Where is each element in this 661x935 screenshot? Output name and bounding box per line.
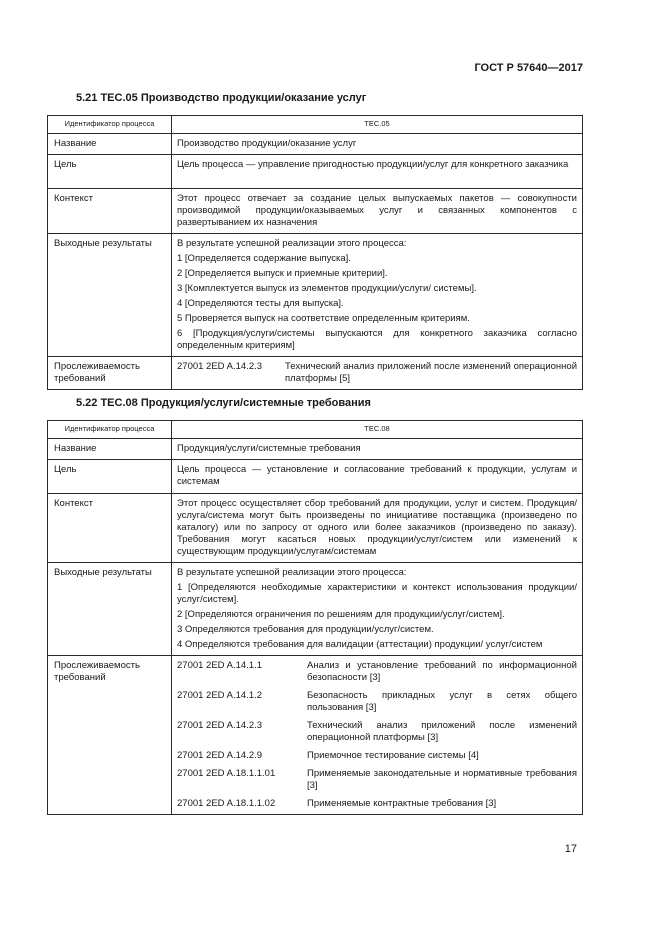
trace-text: Применяемые законодательные и нормативные требования [3]	[307, 768, 577, 791]
table-row	[48, 656, 583, 815]
list-item: 4 Определяются требования для валидации (аттестации) продукции/ услуг/систем	[177, 639, 543, 650]
trace-text: Применяемые контрактные требования [3]	[307, 798, 497, 809]
trace-code: 27001 2ED A.14.2.3	[177, 361, 263, 372]
row-label: Контекст	[48, 189, 172, 234]
row-label: Идентификатор процесса	[48, 116, 172, 134]
list-item: 1 [Определяется содержание выпуска].	[177, 253, 351, 264]
table-row	[48, 155, 583, 189]
trace-code: 27001 2ED A.18.1.1.01	[177, 768, 276, 779]
page-number: 17	[564, 843, 577, 855]
row-label: Цель	[48, 460, 172, 494]
process-context: Этот процесс отвечает за создание целых выпускаемых пакетов — совокупности производимой продукции/оказываемых услуг и связанных компонентов с развертыванием их назначения	[172, 189, 583, 234]
row-label: Цель	[48, 155, 172, 189]
section-title: 5.21 TEC.05 Производство продукции/оказание услуг	[76, 92, 367, 104]
table-row	[48, 460, 583, 494]
table-row	[48, 357, 583, 390]
process-goal: Цель процесса — установление и согласование требований к продукции, услугам и системам	[172, 460, 583, 494]
row-label: Название	[48, 134, 172, 155]
process-id: TEC.05	[172, 116, 583, 134]
trace-item	[177, 720, 577, 744]
trace-item	[177, 750, 577, 762]
row-label: Выходные результаты	[48, 563, 172, 656]
table-row	[48, 116, 583, 134]
row-label: Выходные результаты	[48, 234, 172, 357]
trace-item	[177, 798, 577, 810]
trace-text: Безопасность прикладных услуг в сетях общего пользования [3]	[307, 690, 577, 713]
trace-code: 27001 2ED A.14.1.1	[177, 660, 263, 671]
row-label: Прослеживаемость требований	[48, 357, 172, 390]
process-name: Производство продукции/оказание услуг	[172, 134, 583, 155]
list-item: 2 [Определяется выпуск и приемные критерии].	[177, 268, 388, 279]
outputs-intro: В результате успешной реализации этого процесса:	[177, 238, 407, 249]
process-table-tec08	[47, 420, 583, 815]
list-item: 5 Проверяется выпуск на соответствие определенным критериям.	[177, 313, 470, 324]
list-item: 4 [Определяются тесты для выпуска].	[177, 298, 344, 309]
table-row	[48, 189, 583, 234]
list-item: 1 [Определяются необходимые характеристики и контекст использования продукции/услуг/систем].	[177, 582, 577, 605]
process-table-tec05	[47, 115, 583, 390]
list-item: 2 [Определяются ограничения по решениям для продукции/услуг/систем].	[177, 609, 505, 620]
row-label: Название	[48, 439, 172, 460]
list-item: 6 [Продукция/услуги/системы выпускаются для конкретного заказчика согласно определенным критериям]	[177, 328, 577, 351]
process-id: TEC.08	[172, 421, 583, 439]
trace-code: 27001 2ED A.14.2.9	[177, 750, 263, 761]
trace-text: Технический анализ приложений после изменений операционной платформы [3]	[307, 720, 577, 743]
table-row	[48, 421, 583, 439]
row-label: Прослеживаемость требований	[48, 656, 172, 815]
trace-text: Анализ и установление требований по информационной безопасности [3]	[307, 660, 577, 683]
trace-item	[177, 660, 577, 684]
table-row	[48, 439, 583, 460]
process-traceability	[172, 656, 583, 815]
standard-designation: ГОСТ Р 57640—2017	[474, 62, 583, 74]
trace-item	[177, 690, 577, 714]
trace-code: 27001 2ED A.14.1.2	[177, 690, 263, 701]
trace-code: 27001 2ED A.14.2.3	[177, 720, 263, 731]
row-label: Контекст	[48, 494, 172, 563]
table-row	[48, 234, 583, 357]
process-traceability	[172, 357, 583, 390]
table-row	[48, 563, 583, 656]
trace-code: 27001 2ED A.18.1.1.02	[177, 798, 276, 809]
section-title: 5.22 TEC.08 Продукция/услуги/системные требования	[76, 397, 371, 409]
process-outputs	[172, 563, 583, 656]
table-row	[48, 494, 583, 563]
list-item: 3 Определяются требования для продукции/услуг/систем.	[177, 624, 434, 635]
trace-item	[177, 768, 577, 792]
process-outputs	[172, 234, 583, 357]
list-item: 3 [Комплектуется выпуск из элементов продукции/услуги/ системы].	[177, 283, 477, 294]
trace-text: Приемочное тестирование системы [4]	[307, 750, 479, 761]
trace-item	[177, 361, 577, 385]
trace-text: Технический анализ приложений после изменений операционной платформы [5]	[285, 361, 577, 384]
outputs-intro: В результате успешной реализации этого процесса:	[177, 567, 407, 578]
process-name: Продукция/услуги/системные требования	[172, 439, 583, 460]
row-label: Идентификатор процесса	[48, 421, 172, 439]
process-context: Этот процесс осуществляет сбор требований для продукции, услуг и систем. Продукция/услуга/система могут быть произведены по инициативе поставщика (произведено по каталогу) или по запросу от одного или более заказчиков (произведено по заказу). Требования могут касаться новых продукции/услуг/систем или изменений к существующим продукции/услугам/системам	[172, 494, 583, 563]
table-row	[48, 134, 583, 155]
process-goal: Цель процесса — управление пригодностью продукции/услуг для конкретного заказчика	[172, 155, 583, 189]
